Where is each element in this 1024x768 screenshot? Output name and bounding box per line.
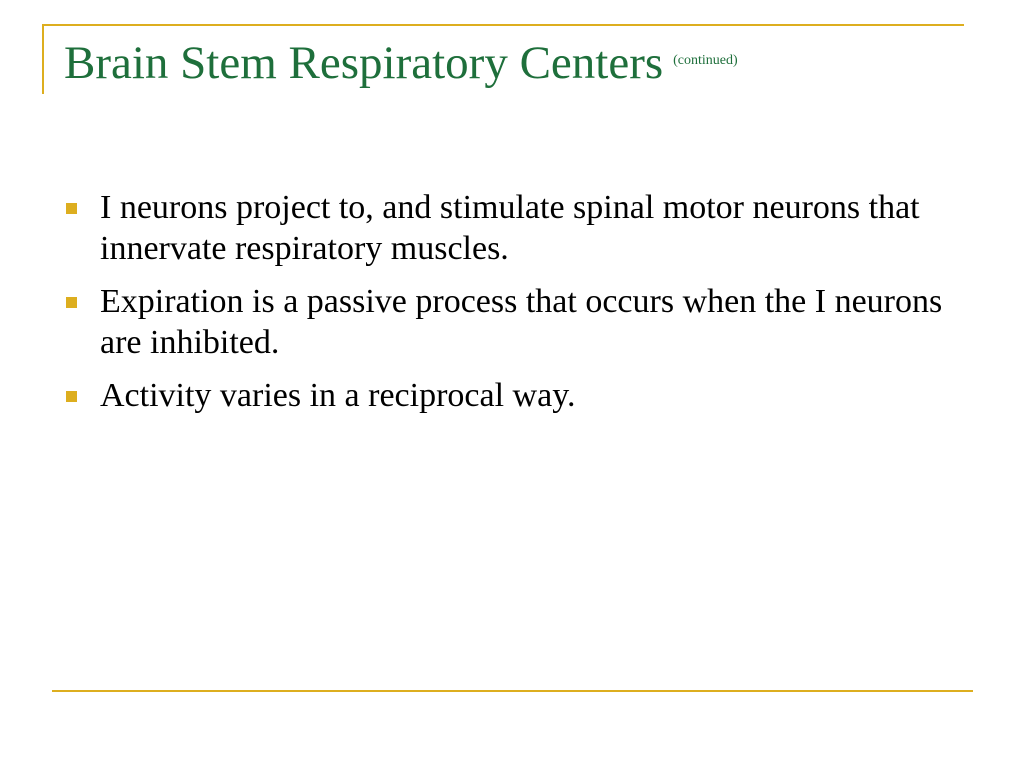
- bullet-item: [64, 375, 964, 416]
- bullet-text: Expiration is a passive process that occurs when the I neurons are inhibited.: [100, 283, 943, 361]
- bullet-text: Activity varies in a reciprocal way.: [100, 377, 576, 414]
- frame-top-rule: [42, 24, 964, 26]
- square-bullet-icon: [66, 297, 77, 308]
- slide-title-text: Brain Stem Respiratory Centers: [64, 37, 664, 89]
- bullet-list: [64, 187, 964, 428]
- bullet-item: [64, 187, 964, 269]
- bullet-text: I neurons project to, and stimulate spinal motor neurons that innervate respiratory muscles.: [100, 189, 920, 267]
- frame-left-rule: [42, 24, 44, 94]
- slide-title-suffix: (continued): [673, 53, 738, 68]
- square-bullet-icon: [66, 391, 77, 402]
- frame-bottom-rule: [52, 690, 973, 692]
- square-bullet-icon: [66, 203, 77, 214]
- bullet-item: [64, 281, 964, 363]
- slide-title: [64, 37, 964, 89]
